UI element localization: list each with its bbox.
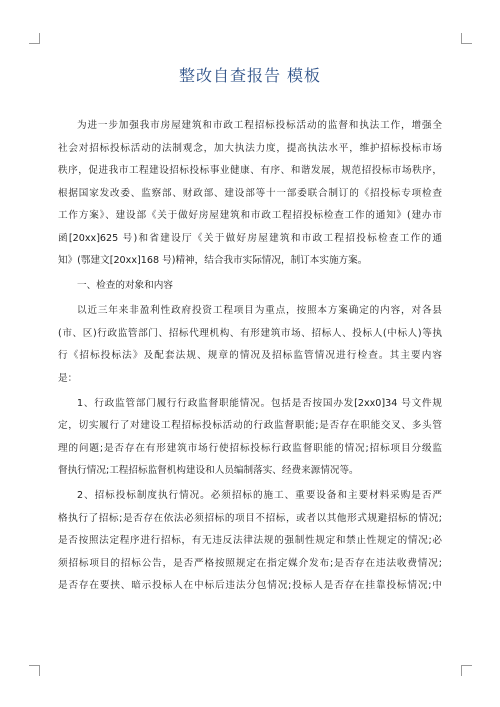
text-line-18: 格执行了招标;是否存在依法必须招标的项目不招标，或者以其他形式规避招标的情况; [58,512,442,524]
corner-mark-bottom-right [461,665,472,676]
text-line-6: 函[20xx]625 号)和省建设厅《关于做好房屋建筑和市政工程招投标检查工作的通 [58,232,442,244]
text-line-11: 行《招标投标法》及配套法规、规章的情况及招标监管情况进行检查。其主要内容 [58,350,442,361]
text-line-17: 2、招标投标制度执行情况。必须招标的施工、重要设备和主要材料采购是否严 [77,490,442,501]
text-line-5: 工作方案》、建设部《关于做好房屋建筑和市政工程招投标检查工作的通知》(建办市 [58,210,442,221]
section-heading: 一、检查的对象和内容 [77,280,173,291]
text-line-9: 以近三年来非盈利性政府投资工程项目为重点，按照本方案确定的内容，对各县 [77,305,442,316]
corner-mark-top-left [29,33,40,44]
corner-mark-top-right [461,33,472,44]
text-line-13: 1、行政监管部门履行行政监督职能情况。包括是否按国办发[2xx0]34 号文件规 [77,397,442,409]
text-line-16: 督执行情况;工程招标监督机构建设和人员编制落实、经费来源情况等。 [58,465,359,476]
text-line-1: 为进一步加强我市房屋建筑和市政工程招标投标活动的监督和执法工作，增强全 [77,120,442,131]
text-line-14: 定，切实履行了对建设工程招标投标活动的行政监督职能;是否存在职能交叉、多头管 [58,420,442,431]
text-line-15: 理的问题;是否存在有形建筑市场行使招标投标行政监督职能的情况;招标项目分级监 [58,442,442,454]
document-body [58,115,442,598]
text-line-4: 根据国家发改委、监察部、财政部、建设部等十一部委联合制订的《招投标专项检查 [58,187,442,199]
text-line-12: 是： [58,372,78,384]
text-line-21: 是否存在要挟、暗示投标人在中标后违法分包情况;投标人是否存在挂靠投标情况;中 [58,580,442,591]
text-line-2: 社会对招标投标活动的法制观念，加大执法力度，提高执法水平，维护招标投标市场 [58,142,442,154]
text-line-3: 秩序，促进我市工程建设招标投标事业健康、有序、和谐发展，规范招投标市场秩序， [58,165,442,176]
document-title: 整改自查报告 模板 [178,66,322,85]
text-line-10: (市、区)行政监管部门、招标代理机构、有形建筑市场、招标人、投标人(中标人)等执 [58,327,442,339]
text-line-7: 知》(鄂建文[20xx]168 号)精神，结合我市实际情况，制订本实施方案。 [58,255,368,266]
corner-mark-bottom-left [29,665,40,676]
text-line-20: 须招标项目的招标公告，是否严格按照规定在指定媒介发布;是否存在违法收费情况; [58,557,442,569]
text-line-19: 是否按照法定程序进行招标，有无违反法律法规的强制性规定和禁止性规定的情况;必 [58,535,442,546]
